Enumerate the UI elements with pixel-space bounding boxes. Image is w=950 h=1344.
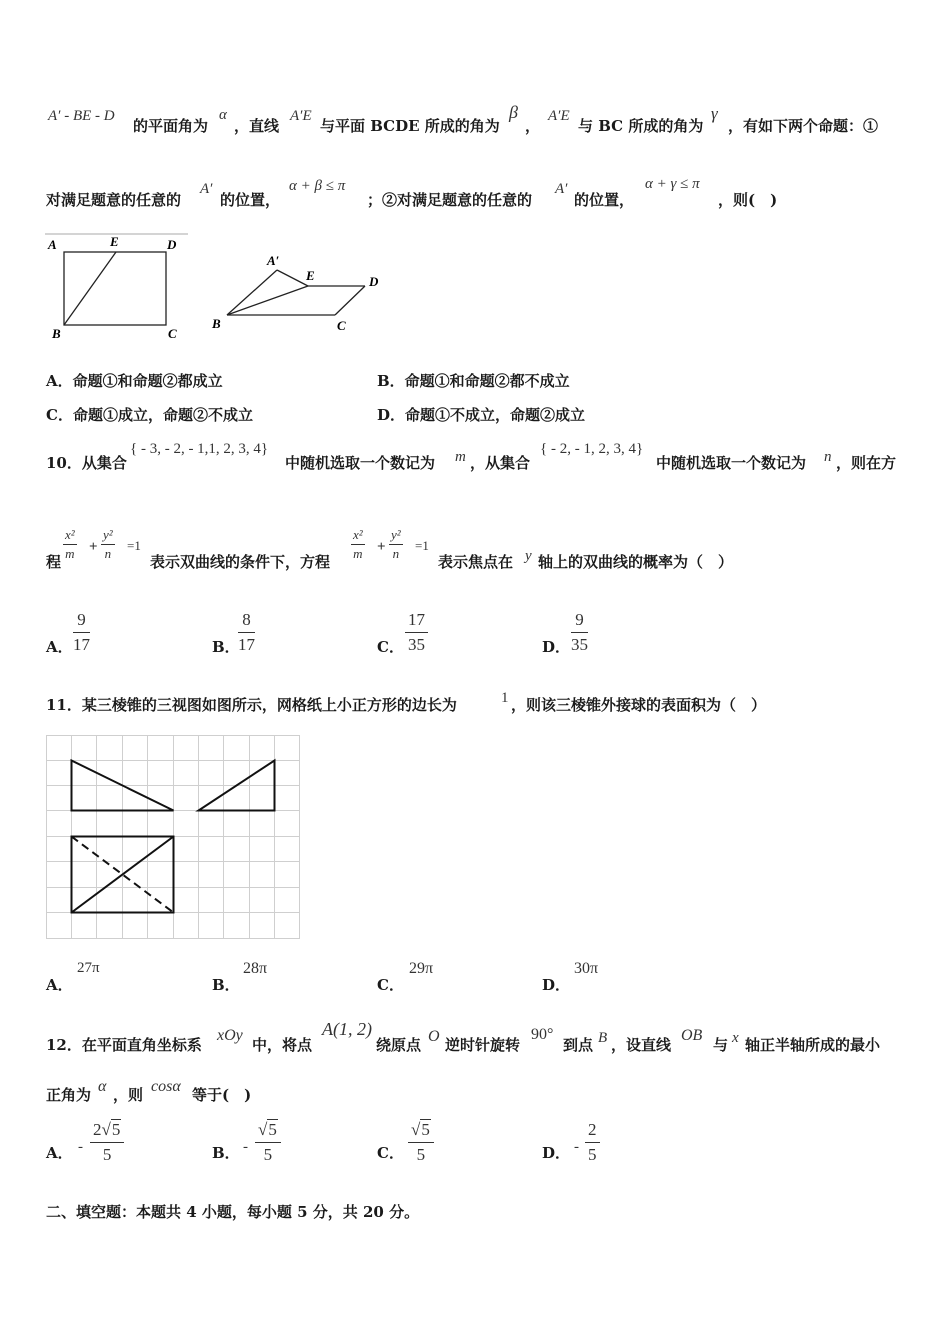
q9-text: ；②对满足题意的任意的 (367, 191, 533, 209)
q12-cos-alpha: cosα (151, 1078, 181, 1095)
q10-text: 轴上的双曲线的概率为（ ） (538, 553, 734, 571)
q10-option-b-fraction: $\frac{8}{17}$ (238, 610, 255, 654)
q10-eq1-x-term: $\frac{\text{x²}}{m}$ (65, 527, 75, 561)
q11-side-length: 1 (501, 690, 509, 706)
q12-text: 中，将点 (252, 1036, 313, 1054)
q11-text: 11．某三棱锥的三视图如图所示，网格纸上小正方形的边长为 (46, 696, 457, 714)
q12-text: 12．在平面直角坐标系 (46, 1036, 202, 1054)
fig2-segment-ba (227, 270, 277, 315)
fig2-segment-be (227, 286, 308, 315)
fig2-segment-ae (277, 270, 308, 286)
q9-text: ，则( ) (718, 191, 778, 209)
q10-eq1-equals: =1 (127, 538, 141, 553)
fig1-label-b: B (52, 326, 61, 341)
q12-text: 正角为 (46, 1086, 92, 1104)
q9-inequality-2: α + γ ≤ π (645, 176, 700, 192)
q10-var-n: n (824, 449, 832, 465)
q10-text: 程 (46, 553, 62, 571)
q12-option-b-sign: - (243, 1139, 248, 1155)
q10-text: 中随机选取一个数记为 (285, 454, 436, 472)
q11-three-view-grid (46, 735, 302, 941)
q10-var-m: m (455, 449, 466, 465)
q10-option-c-fraction: $\frac{17}{35}$ (405, 610, 428, 655)
q10-set-n: { - 2, - 1, 2, 3, 4} (540, 441, 644, 457)
fig1-label-c: C (168, 326, 177, 341)
fig2-label-e: E (306, 268, 315, 283)
q11-option-c-value: 29π (409, 960, 434, 977)
q10-eq2-x-term: $\frac{\text{x²}}{m}$ (353, 527, 363, 561)
q10-eq2-equals: =1 (415, 538, 429, 553)
q10-eq1-y-term: $\frac{\text{y²}}{n}$ (103, 527, 113, 561)
q9-text: ， (525, 117, 541, 135)
fig1-label-a: A (48, 237, 57, 252)
q12-text: 绕原点 (376, 1036, 422, 1054)
q9-option-b[interactable]: B．命题①和命题②都不成立 (377, 372, 570, 390)
fig2-label-a: A′ (267, 253, 280, 268)
q9-option-c[interactable]: C．命题①成立，命题②不成立 (46, 406, 253, 424)
q11-option-b-value: 28π (243, 960, 268, 977)
fig1-rectangle (64, 252, 166, 325)
q12-line-ob: OB (681, 1027, 703, 1044)
q12-var-x: x (732, 1030, 739, 1046)
q9-text: 的平面角为 (133, 117, 209, 135)
q12-option-c-fraction: $\frac{√5}{5}$ (408, 1120, 434, 1165)
q12-text: 到点 (563, 1036, 594, 1054)
q9-option-a[interactable]: A．命题①和命题②都成立 (46, 372, 223, 390)
q12-text: 轴正半轴所成的最小 (745, 1036, 881, 1054)
q10-text: ，则在方 (836, 454, 897, 472)
q9-inequality-1: α + β ≤ π (289, 178, 346, 194)
fig2-label-d: D (369, 274, 379, 289)
q9-text: 的位置， (574, 191, 635, 209)
q12-option-d-fraction: $\frac{2}{5}$ (585, 1120, 600, 1165)
q12-option-a-fraction: $\frac{2√5}{5}$ (90, 1120, 124, 1165)
q12-text: 等于( ) (192, 1086, 252, 1104)
q11-option-d-value: 30π (574, 960, 599, 977)
q10-eq1-plus: + (89, 539, 98, 555)
q9-a-prime: A′ (200, 181, 213, 197)
q9-text: 与平面 BCDE 所成的角为 (320, 117, 500, 135)
q12-coord-system: xOy (217, 1027, 243, 1044)
q9-gamma: γ (711, 104, 718, 123)
q10-set-m: { - 3, - 2, - 1,1, 2, 3, 4} (130, 441, 269, 457)
q9-text: ，有如下两个命题：① (728, 117, 879, 135)
q12-text: 与 (713, 1036, 729, 1054)
q10-eq2-y-term: $\frac{\text{y²}}{n}$ (391, 527, 401, 561)
q10-text: 10．从集合 (46, 454, 127, 472)
q10-var-y: y (525, 548, 532, 564)
q9-text: ，直线 (234, 117, 280, 135)
q9-text: 的位置， (220, 191, 281, 209)
q12-angle: 90° (531, 1026, 554, 1043)
q10-eq2-plus: + (377, 539, 386, 555)
q10-text: ，从集合 (470, 454, 531, 472)
q10-option-d-fraction: $\frac{9}{35}$ (571, 610, 588, 654)
q12-text: ，设直线 (611, 1036, 672, 1054)
q10-option-a-fraction: $\frac{9}{17}$ (73, 610, 90, 654)
q10-text: 表示双曲线的条件下，方程 (150, 553, 331, 571)
q11-text: ，则该三棱锥外接球的表面积为（ ） (511, 696, 767, 714)
section-heading-fill-in: 二、填空题：本题共 4 小题，每小题 5 分，共 20 分。 (46, 1203, 420, 1221)
q9-figure-folded (205, 248, 395, 338)
q11-option-a-value: 27π (77, 960, 100, 976)
fig2-segment-cd (335, 286, 365, 315)
q10-text: 中随机选取一个数记为 (656, 454, 807, 472)
q12-origin: O (428, 1028, 440, 1045)
q9-beta: β (509, 102, 518, 122)
fig2-label-b: B (212, 316, 221, 331)
q12-text: 逆时针旋转 (445, 1036, 521, 1054)
q9-text: 与 BC 所成的角为 (578, 117, 704, 135)
q9-a-prime: A′ (555, 181, 568, 197)
fig1-label-d: D (167, 237, 177, 252)
q9-option-d[interactable]: D．命题①不成立，命题②成立 (377, 406, 586, 424)
q12-point-a: A(1, 2) (322, 1019, 372, 1039)
q9-line-ae: A′E (290, 108, 312, 124)
q9-alpha: α (219, 107, 227, 123)
fig2-label-c: C (337, 318, 346, 333)
fig1-label-e: E (110, 234, 119, 249)
q12-option-a-sign: - (78, 1139, 83, 1155)
fig1-segment-be (64, 252, 116, 325)
q9-text: 对满足题意的任意的 (46, 191, 182, 209)
q12-point-b: B (598, 1030, 608, 1046)
q9-line-ae: A′E (548, 108, 570, 124)
q12-option-b-fraction: $\frac{√5}{5}$ (255, 1120, 281, 1165)
q12-text: ，则 (113, 1086, 144, 1104)
q12-alpha: α (98, 1078, 107, 1095)
q9-figure-rectangle (40, 228, 200, 343)
q10-text: 表示焦点在 (438, 553, 514, 571)
q9-dihedral-notation: A′ - BE - D (48, 108, 115, 124)
q12-option-d-sign: - (574, 1139, 579, 1155)
